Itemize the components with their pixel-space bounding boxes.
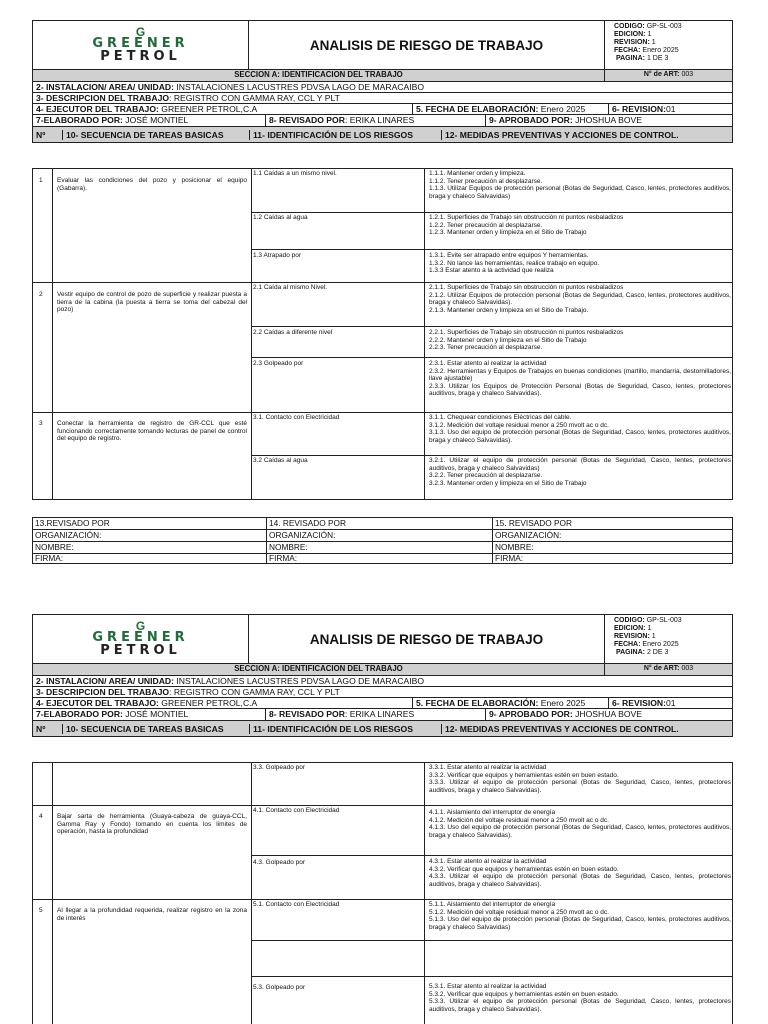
revisado-value: : ERIKA LINARES [344, 115, 415, 125]
measure-item: 4.3.2. Verificar que equipos y herramientas estén en buen estado. [429, 865, 619, 873]
col-secuencia-header: 10- SECUENCIA DE TAREAS BASICAS [63, 130, 250, 140]
revision-label: REVISION: [614, 633, 650, 640]
col-riesgos-header: 11- IDENTIFICACIÓN DE LOS RIESGOS [250, 724, 442, 734]
risk-item: 3.3. Golpeado por [253, 764, 306, 771]
task-description: Bajar sarta de herramienta (Guaya-cabeza de guaya-CCL, Gamma Ray y Fondo) tomando en cuenta los limites de operación, hasta la profundidad [57, 813, 247, 836]
fecha-value: Enero 2025 [642, 47, 679, 54]
risk-item: 5.3. Golpeado por [253, 984, 306, 991]
nombre-label: NOMBRE: [35, 541, 74, 552]
measure-item: 3.2.2. Tener precaución al desplazarse. [429, 472, 543, 480]
logo-mark-icon: G [135, 25, 146, 39]
measure-item: 2.3.2. Herramientas y Equipos de Trabajos en buenas condiciones (martillo, mandarria, destornilladores, llave ajustable) [429, 367, 731, 383]
measure-item: 1.1.1. Mantener orden y limpieza. [429, 170, 526, 177]
aprobado-label: 9- APROBADO POR: [489, 115, 573, 125]
document-title: ANALISIS DE RIESGO DE TRABAJO [249, 21, 605, 69]
edicion-label: EDICION: [614, 31, 646, 38]
measure-item: 4.3.1. Estar atento al realizar la actividad [429, 858, 547, 865]
measure-item: 2.2.3. Tener precaución al desplazarse. [429, 344, 543, 352]
signature-title: 14. REVISADO POR [269, 518, 347, 528]
risk-measures [429, 764, 731, 794]
measure-item: 3.2.1. Utilizar el equipo de protección personal (Botas de Seguridad, Casco, lentes, protectores auditivos, braga y chaleco Salvavidas) [429, 457, 731, 472]
instalacion-row [32, 82, 733, 93]
task-table-page-1 [32, 168, 733, 500]
section-a-title: SECCION A: IDENTIFICACION DEL TRABAJO [33, 664, 605, 675]
risk-measures [429, 983, 731, 1013]
measure-item: 3.1.2. Medición del voltaje residual menor a 250 mvolt ac o dc. [429, 421, 609, 429]
col-medidas-header: 12- MEDIDAS PREVENTIVAS Y ACCIONES DE CONTROL. [445, 129, 679, 140]
aprobado-value: JHOSHUA BOVE [575, 115, 642, 125]
company-logo [33, 21, 249, 69]
signature-title: 15. REVISADO POR [495, 518, 573, 528]
logo-mark-icon: G [135, 619, 146, 633]
task-number: 4 [39, 813, 43, 820]
instalacion-row [32, 676, 733, 687]
document-meta [605, 21, 732, 69]
measure-item: 4.3.3. Utilizar el equipo de protección personal (Botas de Seguridad, Casco, lentes, protectores auditivos, braga y chaleco Salvavidas). [429, 873, 731, 888]
measure-item: 2.1.2. Utilizar Equipos de protección personal (Botas de Seguridad, Casco, lentes, protectores auditivos, braga y chaleco Salvavidas). [429, 291, 731, 307]
col-riesgos-header: 11- IDENTIFICACIÓN DE LOS RIESGOS [250, 130, 442, 140]
elaborado-label: 7-ELABORADO POR: [36, 115, 123, 125]
measure-item: 1.2.3. Mantener orden y limpieza en el Sitio de Trabajo [429, 229, 587, 237]
art-number [605, 70, 732, 81]
pagina-label: PAGINA: [615, 649, 645, 656]
form-page-2 [32, 614, 733, 737]
task-number: 5 [39, 907, 43, 914]
revision-value: 1 [651, 633, 656, 640]
revision-field-value: 01 [665, 104, 676, 114]
measure-item: 4.1.3. Uso del equipo de protección personal (Botas de Seguridad, Casco, lentes, protectores auditivos, braga y chaleco Salvavidas). [429, 824, 731, 839]
signature-title: 13.REVISADO POR [35, 518, 110, 528]
risk-item: 5.1. Contacto con Electricidad [253, 901, 340, 908]
revision-label: REVISION: [614, 39, 650, 46]
firma-label: FIRMA: [35, 553, 64, 564]
nombre-label: NOMBRE: [269, 541, 308, 552]
task-number: 3 [39, 420, 43, 427]
descripcion-row [32, 687, 733, 698]
elaborado-value: JOSÉ MONTIEL [125, 709, 189, 719]
measure-item: 4.1.2. Medición del voltaje residual menor a 250 mvolt ac o dc. [429, 816, 609, 824]
col-num-header: Nº [33, 724, 63, 734]
col-medidas-header: 12- MEDIDAS PREVENTIVAS Y ACCIONES DE CONTROL. [445, 723, 679, 734]
elaborado-label: 7-ELABORADO POR: [36, 709, 123, 719]
measure-item: 3.3.2. Verificar que equipos y herramientas estén en buen estado. [429, 771, 619, 779]
task-description: Conectar la herramienta de registro de GR-CCL que esté funcionando correctamente tomando lecturas de panel de control del equipo de registro. [57, 420, 247, 443]
form-header [32, 614, 733, 664]
risk-measures [429, 252, 731, 275]
measure-item: 3.3.1. Estar atento al realizar la actividad [429, 764, 547, 771]
codigo-label: CODIGO: [614, 23, 645, 30]
measure-item: 3.3.3. Utilizar el equipo de protección personal (Botas de Seguridad, Casco, lentes, protectores auditivos, braga y chaleco Salvavidas). [429, 779, 731, 794]
risk-measures [429, 170, 731, 200]
codigo-value: GP-SL-003 [646, 23, 682, 30]
measure-item: 1.2.2. Tener precaución al desplazarse. [429, 221, 543, 229]
risk-measures [429, 901, 731, 931]
firma-label: FIRMA: [269, 553, 298, 564]
risk-item: 2.1 Caída al mismo Nivel. [253, 284, 328, 291]
measure-item: 1.3.3 Estar atento a la actividad que realiza [429, 267, 554, 275]
form-header [32, 20, 733, 70]
measure-item: 1.3.2. No lance las herramientas, realice trabajo en equipo. [429, 259, 600, 267]
risk-item: 3.1. Contacto con Electricidad [253, 414, 340, 421]
measure-item: 5.3.3. Utilizar el equipo de protección personal (Botas de Seguridad, Casco, lentes, protectores auditivos, braga y chaleco Salvavidas). [429, 998, 731, 1013]
instalacion-value: INSTALACIONES LACUSTRES PDVSA LAGO DE MARACAIBO [176, 82, 425, 92]
descripcion-label: 3- DESCRIPCION DEL TRABAJO [36, 687, 170, 697]
measure-item: 5.1.3. Uso del equipo de protección personal (Botas de Seguridad, Casco, lentes, protectores auditivos, braga y chaleco Salvavidas) [429, 916, 731, 931]
risk-measures [429, 360, 731, 398]
descripcion-label: 3- DESCRIPCION DEL TRABAJO [36, 93, 170, 103]
risk-measures [429, 329, 731, 352]
risk-measures [429, 214, 731, 237]
measure-item: 5.1.2. Medición del voltaje residual menor a 250 mvolt ac o dc. [429, 908, 609, 916]
risk-item: 3.2 Caídas al agua [253, 457, 308, 464]
fecha-elaboracion-label: 5. FECHA DE ELABORACIÓN: [416, 104, 539, 114]
measure-item: 1.2.1. Superficies de Trabajo sin obstrucción ni puntos resbaladizos [429, 214, 624, 221]
task-table-header [32, 721, 733, 737]
task-description: Vestir equipo de control de pozo de superficie y realizar puesta a tierra de la cabina (la puesta a tierra se toma del cabezal del pozo) [57, 291, 247, 314]
revision-field-label: 6- REVISION: [612, 698, 666, 708]
task-description: Al llegar a la profundidad requerida, realizar registro en la zona de interés [57, 907, 247, 922]
elaborado-value: JOSÉ MONTIEL [125, 115, 189, 125]
pagina-label: PAGINA: [615, 55, 645, 62]
ejecutor-label: 4- EJECUTOR DEL TRABAJO: [36, 698, 159, 708]
instalacion-label: 2- INSTALACION/ AREA/ UNIDAD: [36, 82, 174, 92]
descripcion-value: : REGISTRO CON GAMMA RAY, CCL Y PLT [169, 687, 340, 697]
edicion-value: 1 [647, 625, 652, 632]
measure-item: 5.3.1. Estar atento al realizar la actividad [429, 983, 547, 990]
risk-measures [429, 809, 731, 839]
measure-item: 2.2.2. Mantener orden y limpieza en el Sitio de Trabajo [429, 336, 587, 344]
revision-value: 1 [651, 39, 656, 46]
organizacion-label: ORGANIZACIÓN: [35, 529, 102, 540]
ejecutor-label: 4- EJECUTOR DEL TRABAJO: [36, 104, 159, 114]
company-logo [33, 615, 249, 663]
task-number: 1 [39, 177, 43, 184]
revision-field-value: 01 [665, 698, 676, 708]
nombre-label: NOMBRE: [495, 541, 534, 552]
document-title: ANALISIS DE RIESGO DE TRABAJO [249, 615, 605, 663]
logo-line-2: PETROL [100, 643, 181, 658]
task-table-page-2 [32, 762, 733, 1024]
risk-item: 1.3 Atrapado por [253, 252, 302, 259]
measure-item: 2.3.1. Estar atento al realizar la actividad [429, 360, 547, 367]
measure-item: 1.1.2. Tener precaución al desplazarse. [429, 177, 543, 185]
firmas-row [32, 115, 733, 127]
fecha-elaboracion-value: Enero 2025 [540, 104, 586, 114]
measure-item: 2.3.3. Utilizar los Equipos de Protección Personal (Botas de Seguridad, Casco, lentes, protectores auditivos, braga y chaleco Salvavidas). [429, 382, 731, 398]
fecha-label: FECHA: [614, 47, 641, 54]
art-label: N° de ART: [643, 665, 680, 672]
measure-item: 1.1.3. Utilizar Equipos de protección personal (Botas de Seguridad, Casco, lentes, protectores auditivos, braga y chaleco Salvavidas) [429, 185, 731, 200]
risk-measures [429, 457, 731, 487]
measure-item: 2.1.3. Mantener orden y limpieza en el Sitio de Trabajo. [429, 306, 589, 314]
art-number [605, 664, 732, 675]
logo-line-1: GREENER [92, 630, 189, 645]
codigo-label: CODIGO: [614, 617, 645, 624]
risk-measures [429, 414, 731, 444]
fecha-elaboracion-label: 5. FECHA DE ELABORACIÓN: [416, 698, 539, 708]
signature-block [32, 517, 733, 564]
revisado-value: : ERIKA LINARES [344, 709, 415, 719]
risk-item: 2.3 Golpeado por [253, 360, 304, 367]
risk-measures [429, 284, 731, 314]
organizacion-label: ORGANIZACIÓN: [495, 529, 562, 540]
task-table-header [32, 127, 733, 143]
col-secuencia-header: 10- SECUENCIA DE TAREAS BASICAS [63, 724, 250, 734]
revision-field-label: 6- REVISION: [612, 104, 666, 114]
organizacion-label: ORGANIZACIÓN: [269, 529, 336, 540]
risk-item: 4.1. Contacto con Electricidad [253, 807, 340, 814]
task-number: 2 [39, 291, 43, 298]
section-a-header [32, 664, 733, 676]
task-description: Evaluar las condiciones del pozo y posicionar el equipo (Gabarra). [57, 177, 247, 192]
fecha-elaboracion-value: Enero 2025 [540, 698, 586, 708]
logo-line-2: PETROL [100, 49, 181, 64]
art-value: 003 [681, 665, 694, 672]
measure-item: 2.1.1. Superficies de Trabajo sin obstrucción ni puntos resbaladizos [429, 284, 624, 291]
measure-item: 3.1.1. Chequear condiciones Eléctricas del cable. [429, 414, 572, 421]
section-a-title: SECCION A: IDENTIFICACION DEL TRABAJO [33, 70, 605, 81]
measure-item: 5.3.2. Verificar que equipos y herramientas estén en buen estado. [429, 990, 619, 998]
aprobado-label: 9- APROBADO POR: [489, 709, 573, 719]
fecha-label: FECHA: [614, 641, 641, 648]
edicion-value: 1 [647, 31, 652, 38]
aprobado-value: JHOSHUA BOVE [575, 709, 642, 719]
revisado-label: 8- REVISADO POR [269, 115, 345, 125]
risk-item: 2.2 Caídas a diferente nivel [253, 329, 333, 336]
measure-item: 3.2.3. Mantener orden y limpieza en el Sitio de Trabajo [429, 479, 587, 487]
instalacion-value: INSTALACIONES LACUSTRES PDVSA LAGO DE MARACAIBO [176, 676, 425, 686]
codigo-value: GP-SL-003 [646, 617, 682, 624]
col-num-header: Nº [33, 130, 63, 140]
ejecutor-row [32, 104, 733, 115]
ejecutor-value: GREENER PETROL,C.A [161, 698, 258, 708]
logo-line-1: GREENER [92, 36, 189, 51]
art-value: 003 [681, 71, 694, 78]
risk-item: 1.2 Caídas al agua [253, 214, 308, 221]
revisado-label: 8- REVISADO POR [269, 709, 345, 719]
instalacion-label: 2- INSTALACION/ AREA/ UNIDAD: [36, 676, 174, 686]
fecha-value: Enero 2025 [642, 641, 679, 648]
firmas-row [32, 709, 733, 721]
measure-item: 4.1.1. Aislamiento del interruptor de energía [429, 809, 556, 816]
measure-item: 3.1.3. Uso del equipo de protección personal (Botas de Seguridad, Casco, lentes, protectores auditivos, braga y chaleco Salvavidas). [429, 429, 731, 444]
risk-item: 4.3. Golpeado por [253, 859, 306, 866]
art-label: N° de ART: [643, 71, 680, 78]
ejecutor-row [32, 698, 733, 709]
edicion-label: EDICION: [614, 625, 646, 632]
ejecutor-value: GREENER PETROL,C.A [161, 104, 258, 114]
section-a-header [32, 70, 733, 82]
document-meta [605, 615, 732, 663]
descripcion-row [32, 93, 733, 104]
pagina-value: 1 DE 3 [646, 55, 669, 62]
risk-measures [429, 858, 731, 888]
firma-label: FIRMA: [495, 553, 524, 564]
measure-item: 5.1.1. Aislamiento del interruptor de energía [429, 901, 556, 908]
form-page-1 [32, 20, 733, 143]
pagina-value: 2 DE 3 [646, 649, 669, 656]
measure-item: 1.3.1. Evite ser atrapado entre equipos Y herramientas. [429, 252, 589, 259]
descripcion-value: : REGISTRO CON GAMMA RAY, CCL Y PLT [169, 93, 340, 103]
measure-item: 2.2.1. Superficies de Trabajo sin obstrucción ni puntos resbaladizos [429, 329, 624, 336]
risk-item: 1.1 Caídas a un mismo nivel. [253, 170, 337, 177]
